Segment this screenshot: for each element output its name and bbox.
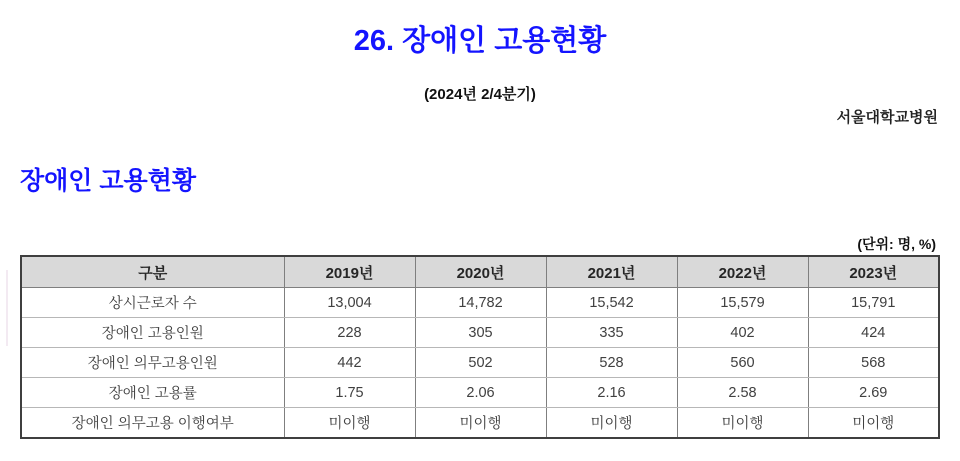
table-header-row <box>21 256 939 288</box>
table-row <box>21 378 939 408</box>
cell-value: 미이행 <box>546 408 677 439</box>
left-edge-artifact <box>6 270 8 346</box>
row-label: 장애인 고용인원 <box>21 318 284 348</box>
organization-name: 서울대학교병원 <box>836 108 938 126</box>
section-heading: 장애인 고용현황 <box>20 166 196 195</box>
column-header-2022: 2022년 <box>677 256 808 288</box>
cell-value: 2.69 <box>808 378 939 408</box>
table-row <box>21 318 939 348</box>
cell-value: 502 <box>415 348 546 378</box>
cell-value: 228 <box>284 318 415 348</box>
column-header-2023: 2023년 <box>808 256 939 288</box>
cell-value: 568 <box>808 348 939 378</box>
cell-value: 402 <box>677 318 808 348</box>
column-header-2020: 2020년 <box>415 256 546 288</box>
cell-value: 442 <box>284 348 415 378</box>
cell-value: 1.75 <box>284 378 415 408</box>
cell-value: 13,004 <box>284 288 415 318</box>
cell-value: 2.16 <box>546 378 677 408</box>
cell-value: 미이행 <box>677 408 808 439</box>
cell-value: 15,542 <box>546 288 677 318</box>
page-title: 26. 장애인 고용현황 <box>353 25 607 57</box>
cell-value: 528 <box>546 348 677 378</box>
column-header-2021: 2021년 <box>546 256 677 288</box>
cell-value: 미이행 <box>808 408 939 439</box>
cell-value: 2.58 <box>677 378 808 408</box>
cell-value: 14,782 <box>415 288 546 318</box>
cell-value: 15,579 <box>677 288 808 318</box>
column-header-category: 구분 <box>21 256 284 288</box>
table-row <box>21 348 939 378</box>
row-label: 장애인 의무고용인원 <box>21 348 284 378</box>
employment-status-table <box>20 255 940 439</box>
column-header-2019: 2019년 <box>284 256 415 288</box>
cell-value: 15,791 <box>808 288 939 318</box>
table-row <box>21 408 939 439</box>
cell-value: 미이행 <box>415 408 546 439</box>
row-label: 장애인 의무고용 이행여부 <box>21 408 284 439</box>
cell-value: 305 <box>415 318 546 348</box>
cell-value: 335 <box>546 318 677 348</box>
cell-value: 560 <box>677 348 808 378</box>
cell-value: 2.06 <box>415 378 546 408</box>
table-row <box>21 288 939 318</box>
cell-value: 미이행 <box>284 408 415 439</box>
row-label: 장애인 고용률 <box>21 378 284 408</box>
cell-value: 424 <box>808 318 939 348</box>
row-label: 상시근로자 수 <box>21 288 284 318</box>
quarter-subtitle: (2024년 2/4분기) <box>424 85 536 103</box>
unit-label: (단위: 명, %) <box>857 235 936 252</box>
